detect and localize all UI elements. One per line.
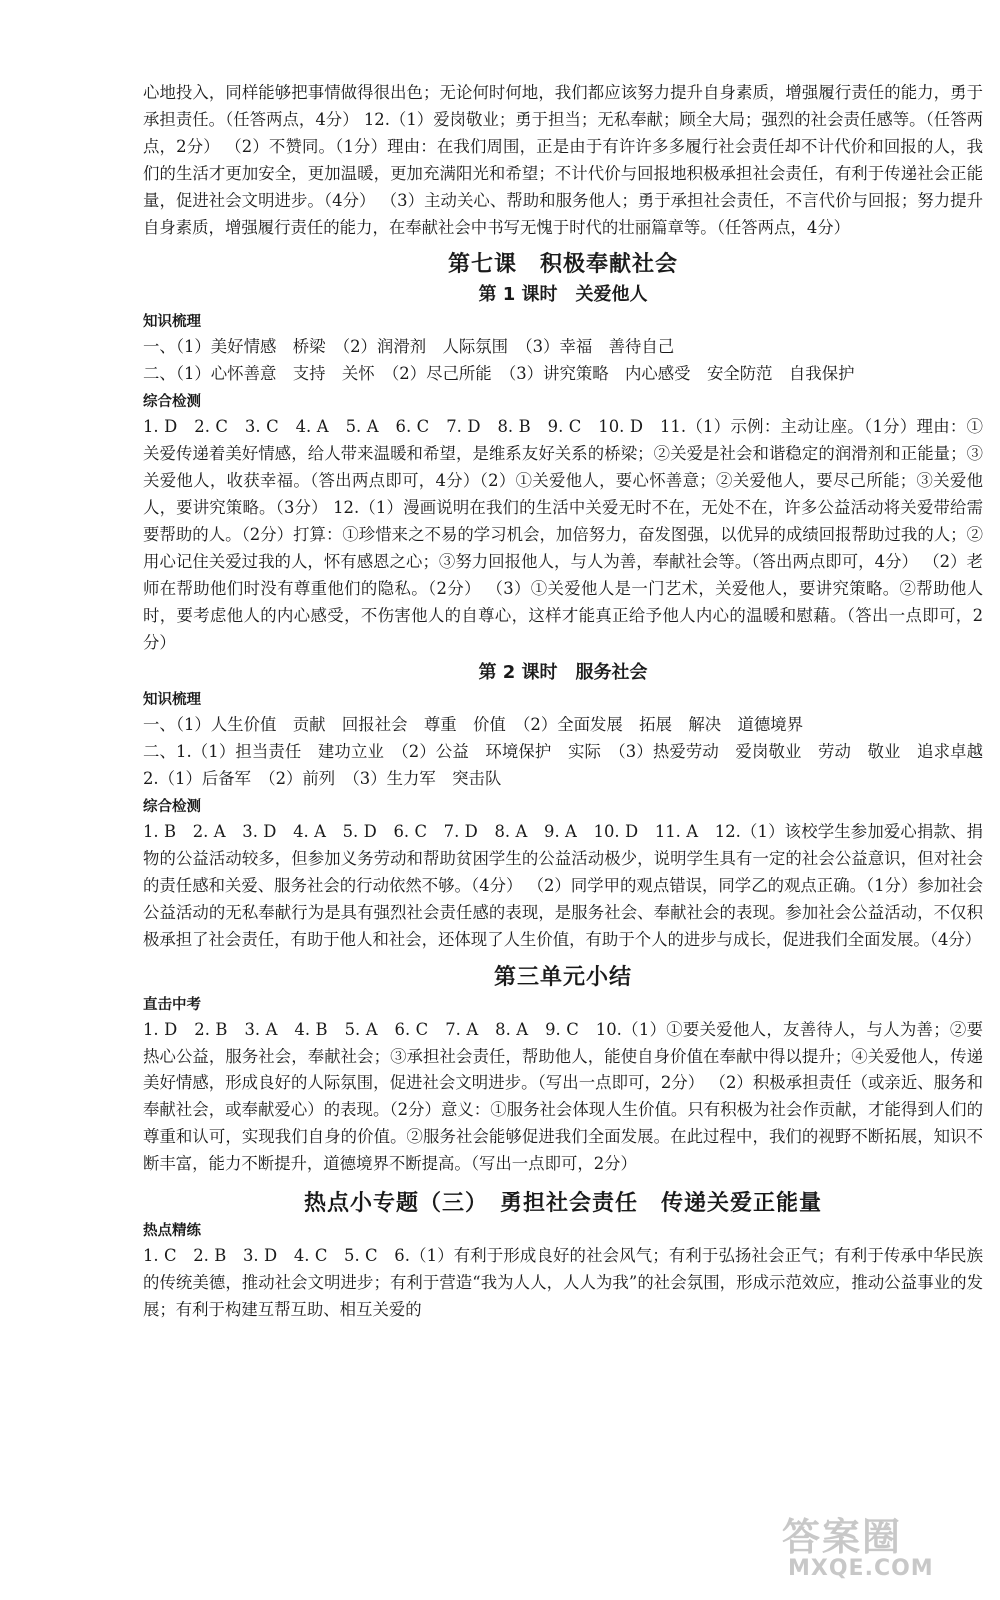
knowledge-line-2: 二、（1）心怀善意 支持 关怀 （2）尽己所能 （3）讲究策略 内心感受 安全防范 自我保护 [143,364,855,384]
test-heading-1: 综合检测 [143,394,201,411]
unit-summary-title: 第三单元小结 [493,964,632,990]
test-answers-2: 1. B 2. A 3. D 4. A 5. D 6. C 7. D 8. A 9. A 10. D 11. A 12.（1）该校学生参加爱心捐款、捐物的公益活动较多，但参加义务劳动和帮助贫困学生的公益活动极少，说明学生具有一定的社会公益意识，但对社会的责任感和关爱、服务社会的行动依然不够。（4分） （2）同学甲的观点错误，同学乙的观点正确。（1分）参加社会公益活动的无私奉献行为是具有强烈社会责任感的表现，是服务社会、奉献社会的表现。参加社会公益活动，不仅积极承担了社会责任，有助于他人和社会，还体现了人生价值，有助于个人的进步与成长，促进我们全面发展。（4分） [143,822,983,949]
knowledge-line-4: 二、1.（1）担当责任 建功立业 （2）公益 环境保护 实际 （3）热爱劳动 爱岗敬业 劳动 敬业 追求卓越 2.（1）后备军 （2）前列 （3）生力军 突击队 [143,742,1000,789]
test-heading-2: 综合检测 [143,799,201,816]
knowledge-heading-1: 知识梳理 [143,314,201,331]
hot-practice-answers: 1. C 2. B 3. D 4. C 5. C 6.（1）有利于形成良好的社会风气；有利于弘扬社会正气；有利于传承中华民族的传统美德，推动社会文明进步；有利于营造“我为人人，人人为我”的社会氛围，形成示范效应，推动公益事业的发展；有利于构建互帮互助、相互关爱的 [143,1246,983,1319]
watermark-url: MXQE.COM [788,1556,934,1581]
exam-answers: 1. D 2. B 3. A 4. B 5. A 6. C 7. A 8. A 9. C 10.（1）①要关爱他人，友善待人，与人为善；②要热心公益，服务社会，奉献社会；③承担社会责任，帮助他人，能使自身价值在奉献中得以提升；④关爱他人，传递美好情感，形成良好的人际氛围，促进社会文明进步。（写出一点即可，2分） （2）积极承担责任（或亲近、服务和奉献社会，或奉献爱心）的表现。（2分）意义：①服务社会体现人生价值。只有积极为社会作贡献，才能得到人们的尊重和认可，实现我们自身的价值。②服务社会能够促进我们全面发展。在此过程中，我们的视野不断拓展，知识不断丰富，能力不断提升，道德境界不断提高。（写出一点即可，2分） [143,1019,983,1174]
topic-title: 热点小专题（三） 勇担社会责任 传递关爱正能量 [303,1191,822,1217]
period-2-title: 第 2 课时 服务社会 [478,662,648,684]
test-answers-1: 1. D 2. C 3. C 4. A 5. A 6. C 7. D 8. B 9. C 10. D 11.（1）示例：主动让座。（1分）理由：①关爱传递着美好情感，给人带来温暖和希望，是维系友好关系的桥梁；②关爱是社会和谐稳定的润滑剂和正能量；③关爱他人，收获幸福。（答出两点即可，4分）（2）①关爱他人，要心怀善意；②关爱他人，要尽己所能；③关爱他人，要讲究策略。（3分） 12.（1）漫画说明在我们的生活中关爱无时不在，无处不在，许多公益活动将关爱带给需要帮助的人。（2分）打算：①珍惜来之不易的学习机会，加倍努力，奋发图强，以优异的成绩回报帮助过我的人；②用心记住关爱过我的人，怀有感恩之心；③努力回报他人，与人为善，奉献社会等。（答出两点即可，4分） （2）老师在帮助他们时没有尊重他们的隐私。（2分） （3）①关爱他人是一门艺术，关爱他人，要讲究策略。②帮助他人时，要考虑他人的内心感受，不伤害他人的自尊心，这样才能真正给予他人内心的温暖和慰藉。（答出一点即可，2分） [143,417,983,652]
intro-paragraph: 心地投入，同样能够把事情做得很出色；无论何时何地，我们都应该努力提升自身素质，增强履行责任的能力，勇于承担责任。（任答两点，4分） 12.（1）爱岗敬业；勇于担当；无私奉献；顾全大局；强烈的社会责任感等。（任答两点，2分） （2）不赞同。（1分）理由：在我们周围，正是由于有许许多多履行社会责任却不计代价和回报的人，我们的生活才更加安全，更加温暖，更加充满阳光和希望；不计代价与回报地积极承担社会责任，有利于传递社会正能量，促进社会文明进步。（4分） （3）主动关心、帮助和服务他人；勇于承担社会责任，不言代价与回报；努力提升自身素质，增强履行责任的能力，在奉献社会中书写无愧于时代的壮丽篇章等。（任答两点，4分） [143,83,983,237]
knowledge-heading-2: 知识梳理 [143,692,201,709]
watermark-logo-text: 答案圈 [782,1515,903,1559]
knowledge-line-1: 一、（1）美好情感 桥梁 （2）润滑剂 人际氛围 （3）幸福 善待自己 [143,337,675,357]
period-1-title: 第 1 课时 关爱他人 [478,284,648,306]
site-watermark [782,1506,982,1586]
knowledge-line-3: 一、（1）人生价值 贡献 回报社会 尊重 价值 （2）全面发展 拓展 解决 道德境界 [143,715,804,735]
answer-page [143,80,1000,1324]
hot-practice-heading: 热点精练 [143,1223,201,1240]
lesson-title: 第七课 积极奉献社会 [447,252,678,278]
exam-heading: 直击中考 [143,996,201,1013]
